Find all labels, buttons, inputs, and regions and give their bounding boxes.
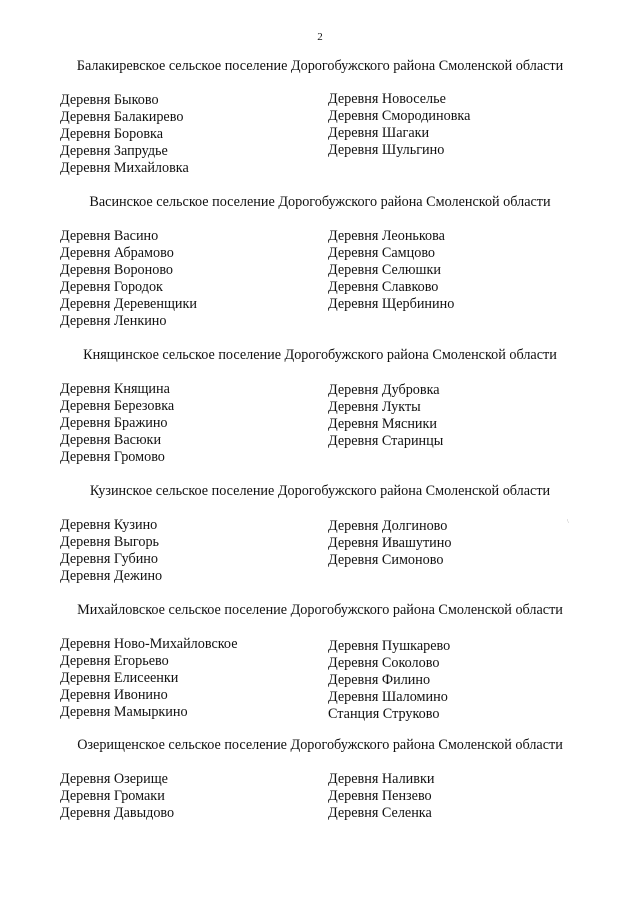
list-item: Деревня Выгорь bbox=[60, 534, 160, 550]
list-item: Деревня Селенка bbox=[328, 805, 432, 821]
list-item: Деревня Березовка bbox=[60, 398, 175, 414]
list-item: Деревня Соколово bbox=[328, 655, 440, 671]
list-item: Деревня Вороново bbox=[60, 262, 174, 278]
village-list-right bbox=[328, 771, 434, 822]
list-item: Деревня Васюки bbox=[60, 432, 162, 448]
list-item: Деревня Селюшки bbox=[328, 262, 441, 278]
list-item: Станция Струково bbox=[328, 706, 440, 722]
section-balakirevskoe bbox=[0, 58, 640, 192]
village-list-left bbox=[60, 636, 238, 721]
list-item: Деревня Дежино bbox=[60, 568, 163, 584]
list-item: Деревня Новоселье bbox=[328, 91, 446, 107]
list-item: Деревня Кузино bbox=[60, 517, 158, 533]
section-heading: Васинское сельское поселение Дорогобужского района Смоленской области bbox=[89, 194, 551, 210]
section-ozerishchenskoe bbox=[0, 737, 640, 871]
list-item: Деревня Лукты bbox=[328, 399, 421, 415]
list-item: Деревня Боровка bbox=[60, 126, 164, 142]
list-item: Деревня Громово bbox=[60, 449, 165, 465]
list-item: Деревня Филино bbox=[328, 672, 431, 688]
village-list-left bbox=[60, 517, 162, 585]
village-list-right bbox=[328, 638, 450, 723]
section-vasinskoe bbox=[0, 194, 640, 328]
village-columns bbox=[0, 636, 640, 736]
list-item: Деревня Егорьево bbox=[60, 653, 169, 669]
list-item: Деревня Балакирево bbox=[60, 109, 184, 125]
village-columns bbox=[0, 228, 640, 328]
list-item: Деревня Славково bbox=[328, 279, 439, 295]
list-item: Деревня Мамыркино bbox=[60, 704, 188, 720]
section-heading: Княщинское сельское поселение Дорогобужского района Смоленской области bbox=[83, 347, 557, 363]
list-item: Деревня Васино bbox=[60, 228, 159, 244]
list-item: Деревня Пушкарево bbox=[328, 638, 451, 654]
section-mikhaylovskoe bbox=[0, 602, 640, 736]
list-item: Деревня Мясники bbox=[328, 416, 438, 432]
page-number: 2 bbox=[317, 31, 323, 43]
list-item: Деревня Городок bbox=[60, 279, 163, 295]
list-item: Деревня Деревенщики bbox=[60, 296, 197, 312]
village-list-right bbox=[328, 228, 454, 313]
section-knyashchinskoe bbox=[0, 347, 640, 481]
village-columns bbox=[0, 92, 640, 192]
list-item: Деревня Ивашутино bbox=[328, 535, 452, 551]
village-list-right bbox=[328, 91, 470, 159]
section-heading: Балакиревское сельское поселение Дорогобужского района Смоленской области bbox=[76, 58, 564, 74]
list-item: Деревня Щербинино bbox=[328, 296, 455, 312]
list-item: Деревня Озерище bbox=[60, 771, 168, 787]
list-item: Деревня Шаломино bbox=[328, 689, 448, 705]
list-item: Деревня Елисеенки bbox=[60, 670, 179, 686]
village-columns bbox=[0, 381, 640, 481]
list-item: Деревня Наливки bbox=[328, 771, 435, 787]
section-heading: Кузинское сельское поселение Дорогобужского района Смоленской области bbox=[89, 483, 551, 499]
list-item: Деревня Долгиново bbox=[328, 518, 448, 534]
list-item: Деревня Бражино bbox=[60, 415, 168, 431]
stray-mark: \ bbox=[567, 519, 569, 525]
village-list-right bbox=[328, 518, 451, 569]
list-item: Деревня Ново-Михайловское bbox=[60, 636, 238, 652]
list-item: Деревня Княщина bbox=[60, 381, 170, 397]
list-item: Деревня Быково bbox=[60, 92, 159, 108]
village-list-left bbox=[60, 381, 174, 466]
list-item: Деревня Смородиновка bbox=[328, 108, 471, 124]
list-item: Деревня Давыдово bbox=[60, 805, 175, 821]
list-item: Деревня Самцово bbox=[328, 245, 436, 261]
list-item: Деревня Губино bbox=[60, 551, 158, 567]
village-list-left bbox=[60, 771, 174, 822]
section-heading: Озерищенское сельское поселение Дорогобужского района Смоленской области bbox=[77, 737, 563, 753]
list-item: Деревня Дубровка bbox=[328, 382, 440, 398]
list-item: Деревня Запрудье bbox=[60, 143, 168, 159]
section-kuzinskoe bbox=[0, 483, 640, 617]
list-item: Деревня Шагаки bbox=[328, 125, 430, 141]
list-item: Деревня Симоново bbox=[328, 552, 444, 568]
village-columns bbox=[0, 771, 640, 871]
list-item: Деревня Ленкино bbox=[60, 313, 167, 329]
village-list-right bbox=[328, 382, 443, 450]
list-item: Деревня Абрамово bbox=[60, 245, 174, 261]
list-item: Деревня Михайловка bbox=[60, 160, 189, 176]
list-item: Деревня Громаки bbox=[60, 788, 165, 804]
list-item: Деревня Старинцы bbox=[328, 433, 444, 449]
list-item: Деревня Леонькова bbox=[328, 228, 445, 244]
list-item: Деревня Пензево bbox=[328, 788, 432, 804]
village-list-left bbox=[60, 228, 197, 330]
section-heading: Михайловское сельское поселение Дорогобужского района Смоленской области bbox=[77, 602, 563, 618]
village-list-left bbox=[60, 92, 189, 177]
list-item: Деревня Ивонино bbox=[60, 687, 168, 703]
list-item: Деревня Шульгино bbox=[328, 142, 445, 158]
